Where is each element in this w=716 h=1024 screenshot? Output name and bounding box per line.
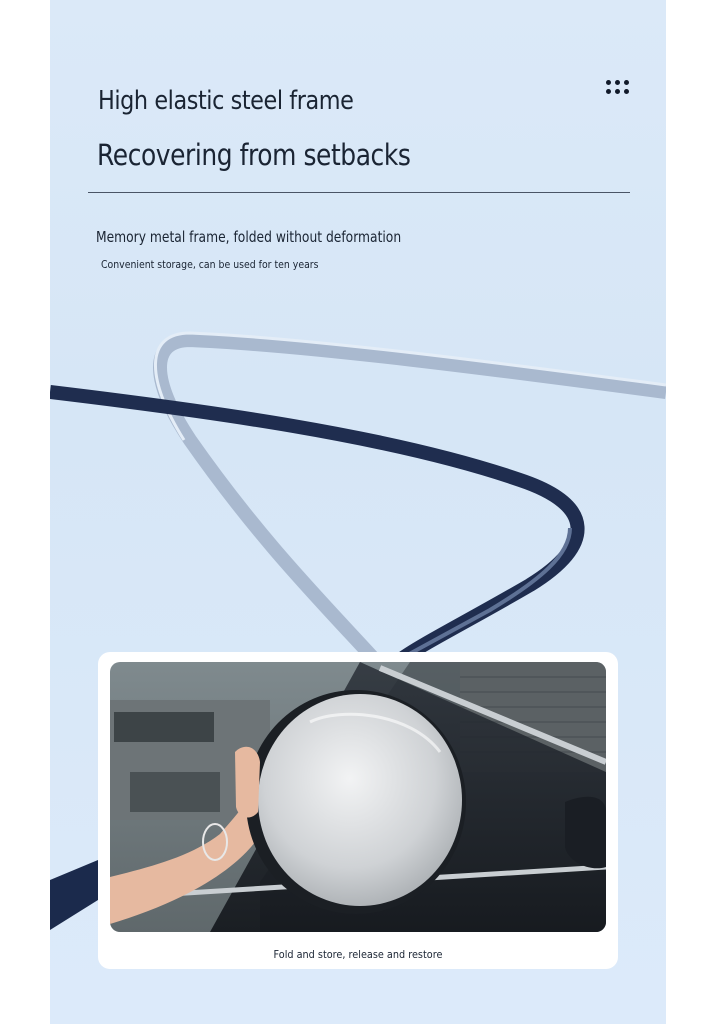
subheading-line-1: Memory metal frame, folded without deformation	[96, 228, 402, 246]
headline-line-1: High elastic steel frame	[98, 86, 354, 116]
headline-line-2: Recovering from setbacks	[97, 138, 411, 172]
photo-caption: Fold and store, release and restore	[273, 948, 443, 961]
photo-card	[98, 652, 618, 969]
dark-ribbon	[50, 392, 578, 660]
dark-ribbon-tail	[50, 860, 98, 930]
car-mirror-cover-photo	[110, 662, 606, 932]
product-panel	[50, 0, 666, 1024]
product-photo	[110, 662, 606, 932]
light-ribbon	[160, 340, 666, 660]
subheading-line-2: Convenient storage, can be used for ten years	[101, 258, 319, 271]
